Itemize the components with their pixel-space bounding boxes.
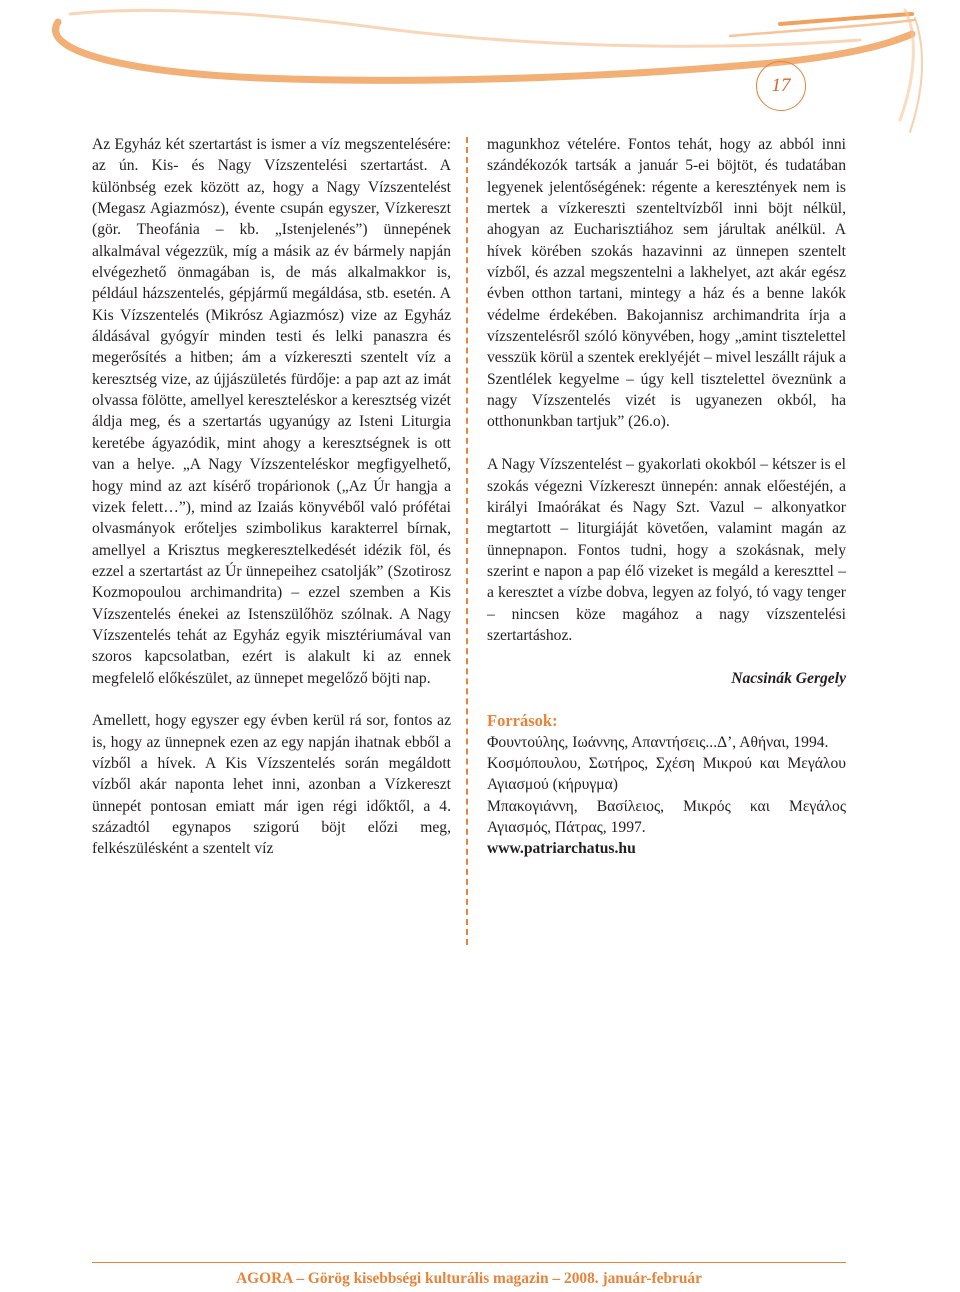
source-item: Μπακογιάννη, Βασίλειος, Μικρός και Μεγάλος Αγιασμός, Πάτρας, 1997. [487,797,846,836]
page-number: 17 [756,61,806,111]
footer-rule [92,1262,846,1263]
paragraph: magunkhoz vételére. Fontos tehát, hogy az abból inni szándékozók tartsák a január 5-ei böjtöt, és tudatában legyenek jelentőségének: régente a keresztények nem is mertek a vízkereszti szenteltvízből inni böjt nélkül, ahogyan az Eucharisztiához sem járultak anélkül. A hívek körében szokás hazavinni az ünnepen szentelt vízből, és azzal megszentelni a lakhelyet, azt akár egész évben otthon tartani, mintegy a ház és a benne lakók védelme érdekében. Bakojannisz archimandrita írja a vízszentelésről szóló könyvében, hogy „amint tisztelettel vesszük körül a szentek ereklyéjét – mivel leszállt rájuk a Szentlélek kegyelme – úgy kell tisztelettel öveznünk a nagy Vízszentelés vizét is ugyanezen okból, ha otthonunkban tartjuk” (26.o). [487,136,846,431]
source-item: Κοσμόπουλου, Σωτήρος, Σχέση Μικρού και Μεγάλου Αγιασμού (κήρυγμα) [487,754,846,794]
paragraph: Az Egyház két szertartást is ismer a víz megszentelésére: az ún. Kis- és Nagy Vízszentelési szertartást. A különbség ezek között az, hogy a Nagy Vízszentelést (Megasz Agiazmósz), évente csupán egyszer, Vízkereszt (gör. Theofánia – kb. „Istenjelenés”) ünnepének alkalmával végezzük, míg a másik az év bármely napján elvégezhető önmagában is, de más alkalmakkor is, például házszentelés, gépjármű megáldása, stb. esetén. A Kis Vízszentelés (Mikrósz Agiazmósz) vize az Egyház áldásával gyógyír minden testi és lelki panaszra és megerősítés a hitben; ám a vízkereszti szentelt víz a keresztség vize, az újjászületés fürdője: a pap azt az imát olvassa fölötte, amellyel kereszteléskor a keresztség vizét áldja meg, és a szertartás ugyanúgy az Isteni Liturgia keretébe ágyazódik, mint ahogy a keresztségnek is ott van a helye. „A Nagy Vízszenteléskor megfigyelhető, hogy mind az azt kísérő tropárionok („Az Úr hangja a vizek felett…”), mind az Izaiás könyvéből való prófétai olvasmányok erőteljes szimbolikus karakterrel bírnak, amellyel a Krisztus megkeresztelkedését idézik föl, és ezzel a szertartást az Úr ünnepeihez csatolják” (Szotirosz Kozmopoulou archimandrita) – ezzel szemben a Kis Vízszentelés énekei az Istenszülőhöz szólnak. A Nagy Vízszentelés tehát az Egyház egyik misztériumával van szoros kapcsolatban, ezért is alakult ki az ennek megfelelő előkészület, az ünnepet megelőző böjti nap. [92,136,451,687]
left-column [92,134,451,860]
column-divider [466,137,468,945]
website-link[interactable]: www.patriarchatus.hu [487,840,636,858]
paragraph: A Nagy Vízszentelést – gyakorlati okokból – kétszer is el szokás végezni Vízkereszt ünnepén: annak előestéjén, a királyi Imaórákat és Nagy Szt. Vazul – alkonyatkor megtartott – liturgiáját követően, valamint magán az ünnepnapon. Fontos tudni, hogy a szokásnak, mely szerint e napon a pap élő vizeket is megáld a kereszttel – a keresztet a vízbe dobva, legyen az folyó, tó vagy tenger – nincsen köze magához a nagy vízszentelési szertartáshoz. [487,456,846,644]
header-swoosh-decoration [0,0,960,140]
paragraph: Amellett, hogy egyszer egy évben kerül rá sor, fontos az is, hogy az ünnepnek ezen az egy napján ihatnak ebből a vízből a hívek. A Kis Vízszentelés során megáldott vízből akár naponta lehet inni, azonban a Vízkereszt ünnepét pontosan emiatt már igen régi időktől, a 4. századtól egynapos szigorú böjt előzi meg, felkészülésként a szentelt víz [92,712,451,858]
right-column [487,134,846,860]
author-signature: Nacsinák Gergely [731,669,846,687]
footer-text: AGORA – Görög kisebbségi kulturális magazin – 2008. január-február [236,1270,702,1287]
sources-heading: Források: [487,711,558,731]
source-item: Φουντούλης, Ιωάννης, Απαντήσεις...Δ’, Αθήναι, 1994. [487,733,829,751]
